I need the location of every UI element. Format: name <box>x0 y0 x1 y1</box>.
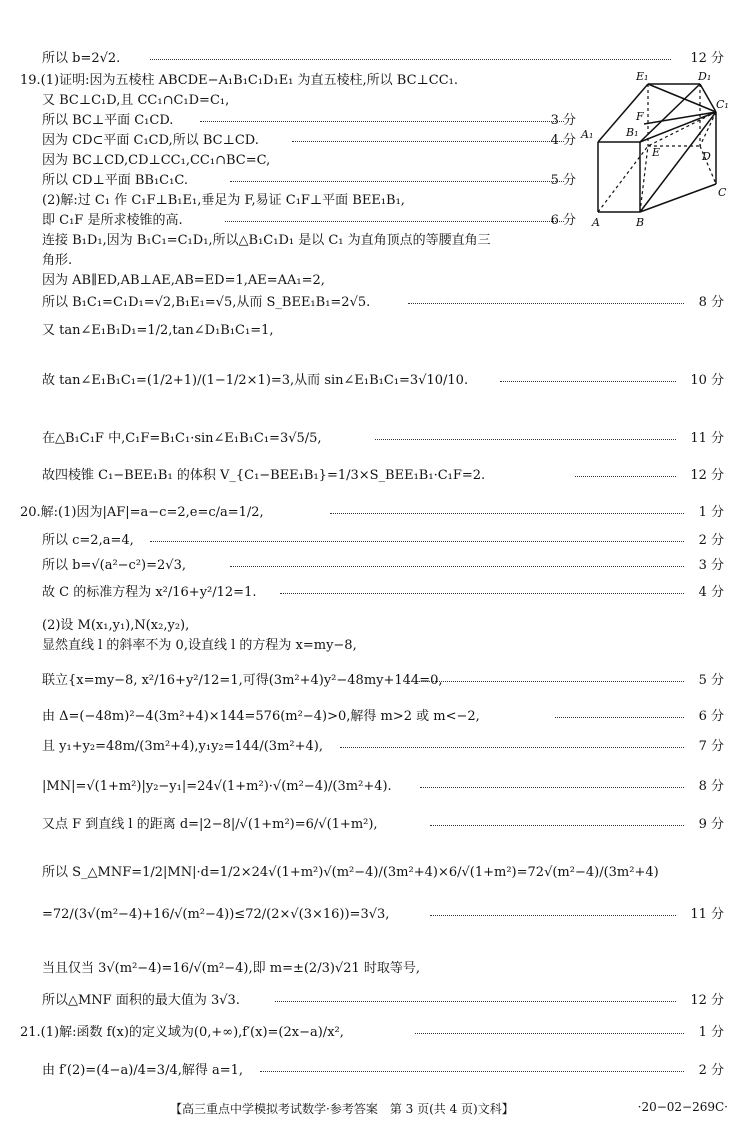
line-text: 由 f′(2)=(4−a)/4=3/4,解得 a=1, <box>42 1063 244 1078</box>
line-text: 所以 c=2,a=4, <box>42 533 134 548</box>
line-text: 所以 B₁C₁=C₁D₁=√2,B₁E₁=√5,从而 S_BEE₁B₁=2√5. <box>42 295 371 310</box>
answer-line <box>0 958 746 980</box>
answer-line <box>0 706 746 728</box>
vertex-label: C₁ <box>716 98 729 111</box>
answer-line <box>0 465 746 487</box>
dot-leader <box>330 513 684 514</box>
line-text: 所以△MNF 面积的最大值为 3√3. <box>42 993 240 1008</box>
answer-line <box>0 776 746 798</box>
dot-leader <box>230 181 564 182</box>
score: 3 分 <box>698 558 724 573</box>
score: 12 分 <box>690 468 724 483</box>
line-text: 所以 b=√(a²−c²)=2√3, <box>42 558 186 573</box>
score: 11 分 <box>690 907 724 922</box>
line-text: 即 C₁F 是所求棱锥的高. <box>42 213 183 228</box>
dot-leader <box>150 541 684 542</box>
score: 5 分 <box>550 173 576 188</box>
score: 3 分 <box>550 113 576 128</box>
vertex-label: A <box>592 216 600 229</box>
score: 2 分 <box>698 1063 724 1078</box>
score: 6 分 <box>550 213 576 228</box>
line-text: 在△B₁C₁F 中,C₁F=B₁C₁·sin∠E₁B₁C₁=3√5/5, <box>42 431 322 446</box>
line-text: 故 C 的标准方程为 x²/16+y²/12=1. <box>42 585 257 600</box>
answer-line <box>0 320 746 342</box>
line-text: |MN|=√(1+m²)|y₂−y₁|=24√(1+m²)·√(m²−4)/(3m²+4). <box>42 779 392 794</box>
dot-leader <box>230 566 684 567</box>
dot-leader <box>415 1033 684 1034</box>
vertex-label: A₁ <box>581 128 594 141</box>
line-text: 故 tan∠E₁B₁C₁=(1/2+1)/(1−1/2×1)=3,从而 sin∠E₁B₁C₁=3√10/10. <box>42 373 469 388</box>
answer-line <box>0 670 746 692</box>
line-text: 连接 B₁D₁,因为 B₁C₁=C₁D₁,所以△B₁C₁D₁ 是以 C₁ 为直角顶点的等腰直角三 <box>42 233 491 248</box>
line-text: 联立{x=my−8, x²/16+y²/12=1,可得(3m²+4)y²−48my+144=0, <box>42 673 443 688</box>
score: 7 分 <box>698 739 724 754</box>
score: 9 分 <box>698 817 724 832</box>
footer-code: ·20−02−269C· <box>637 1100 728 1114</box>
dot-leader <box>340 747 684 748</box>
score: 12 分 <box>690 51 724 66</box>
line-text: (2)解:过 C₁ 作 C₁F⊥B₁E₁,垂足为 F,易证 C₁F⊥平面 BEE₁B₁, <box>42 193 405 208</box>
answer-line <box>0 555 746 577</box>
footer-title: 【高三重点中学模拟考试数学·参考答案 第 3 页(共 4 页)文科】 <box>170 1102 514 1116</box>
answer-line <box>0 904 746 926</box>
line-text: 因为 AB∥ED,AB⊥AE,AB=ED=1,AE=AA₁=2, <box>42 273 325 288</box>
dot-leader <box>275 1001 676 1002</box>
line-text: 20.解:(1)因为|AF|=a−c=2,e=c/a=1/2, <box>20 505 264 520</box>
line-text: 所以 BC⊥平面 C₁CD. <box>42 113 174 128</box>
line-text: 所以 b=2√2. <box>42 51 121 66</box>
score: 6 分 <box>698 709 724 724</box>
dot-leader <box>225 221 564 222</box>
dot-leader <box>408 303 684 304</box>
line-text: 又点 F 到直线 l 的距离 d=|2−8|/√(1+m²)=6/√(1+m²), <box>42 817 378 832</box>
line-text: 所以 CD⊥平面 BB₁C₁C. <box>42 173 188 188</box>
line-text: (2)设 M(x₁,y₁),N(x₂,y₂), <box>42 618 190 633</box>
line-text: 且 y₁+y₂=48m/(3m²+4),y₁y₂=144/(3m²+4), <box>42 739 323 754</box>
answer-line <box>0 814 746 836</box>
line-text: 因为 CD⊂平面 C₁CD,所以 BC⊥CD. <box>42 133 259 148</box>
edge <box>648 84 716 112</box>
line-text: 由 Δ=(−48m)²−4(3m²+4)×144=576(m²−4)>0,解得 m>2 或 m<−2, <box>42 709 480 724</box>
line-text: 又 tan∠E₁B₁D₁=1/2,tan∠D₁B₁C₁=1, <box>42 323 274 338</box>
line-text: 19.(1)证明:因为五棱柱 ABCDE−A₁B₁C₁D₁E₁ 为直五棱柱,所以 BC⊥CC₁. <box>20 73 458 88</box>
vertex-label: E <box>652 146 661 159</box>
line-text: 所以 S_△MNF=1/2|MN|·d=1/2×24√(1+m²)√(m²−4)/(3m²+4)×6/√(1+m²)=72√(m²−4)/(3m²+4) <box>42 865 659 880</box>
score: 4 分 <box>698 585 724 600</box>
score: 10 分 <box>690 373 724 388</box>
answer-line <box>0 250 746 272</box>
dot-leader <box>150 59 671 60</box>
dot-leader <box>575 476 676 477</box>
answer-line <box>0 292 746 314</box>
answer-line <box>0 230 746 252</box>
score: 11 分 <box>690 431 724 446</box>
answer-line <box>0 736 746 758</box>
vertex-label: F <box>636 110 644 123</box>
score: 1 分 <box>698 505 724 520</box>
answer-line <box>0 530 746 552</box>
line-text: 故四棱锥 C₁−BEE₁B₁ 的体积 V_{C₁−BEE₁B₁}=1/3×S_BEE₁B₁·C₁F=2. <box>42 468 486 483</box>
dot-leader <box>260 1071 684 1072</box>
line-text: 21.(1)解:函数 f(x)的定义域为(0,+∞),f′(x)=(2x−a)/x², <box>20 1025 344 1040</box>
score: 2 分 <box>698 533 724 548</box>
vertex-label: B₁ <box>626 126 639 139</box>
dot-leader <box>555 717 684 718</box>
line-text: 因为 BC⊥CD,CD⊥CC₁,CC₁∩BC=C, <box>42 153 271 168</box>
dot-leader <box>280 593 684 594</box>
score: 1 分 <box>698 1025 724 1040</box>
edge <box>700 84 716 112</box>
answer-line <box>0 635 746 657</box>
answer-line <box>0 615 746 637</box>
answer-line <box>0 582 746 604</box>
score: 8 分 <box>698 295 724 310</box>
dot-leader <box>292 141 564 142</box>
dot-leader <box>420 787 684 788</box>
dot-leader <box>375 439 676 440</box>
line-text: 角形. <box>42 253 73 268</box>
answer-line <box>0 270 746 292</box>
line-text: 显然直线 l 的斜率不为 0,设直线 l 的方程为 x=my−8, <box>42 638 357 653</box>
answer-line <box>0 990 746 1012</box>
dot-leader <box>500 381 676 382</box>
line-text: 当且仅当 3√(m²−4)=16/√(m²−4),即 m=±(2/3)√21 时取等号, <box>42 961 421 976</box>
answer-line <box>0 1022 746 1044</box>
score: 12 分 <box>690 993 724 1008</box>
line-text: 又 BC⊥C₁D,且 CC₁∩C₁D=C₁, <box>42 93 230 108</box>
dot-leader <box>430 825 684 826</box>
score: 4 分 <box>550 133 576 148</box>
vertex-label: D <box>702 150 711 163</box>
pentagonal-prism-diagram <box>578 66 730 232</box>
vertex-label: E₁ <box>636 70 649 83</box>
vertex-label: D₁ <box>698 70 712 83</box>
answer-line <box>0 370 746 392</box>
answer-line <box>0 862 746 884</box>
dot-leader <box>200 121 564 122</box>
line-text: =72/(3√(m²−4)+16/√(m²−4))≤72/(2×√(3×16))=3√3, <box>42 907 390 922</box>
score: 8 分 <box>698 779 724 794</box>
dot-leader <box>405 681 684 682</box>
answer-line <box>0 502 746 524</box>
answer-line <box>0 428 746 450</box>
vertex-label: B <box>636 216 645 229</box>
score: 5 分 <box>698 673 724 688</box>
vertex-label: C <box>718 186 727 199</box>
answer-line <box>0 1060 746 1082</box>
dot-leader <box>430 915 676 916</box>
